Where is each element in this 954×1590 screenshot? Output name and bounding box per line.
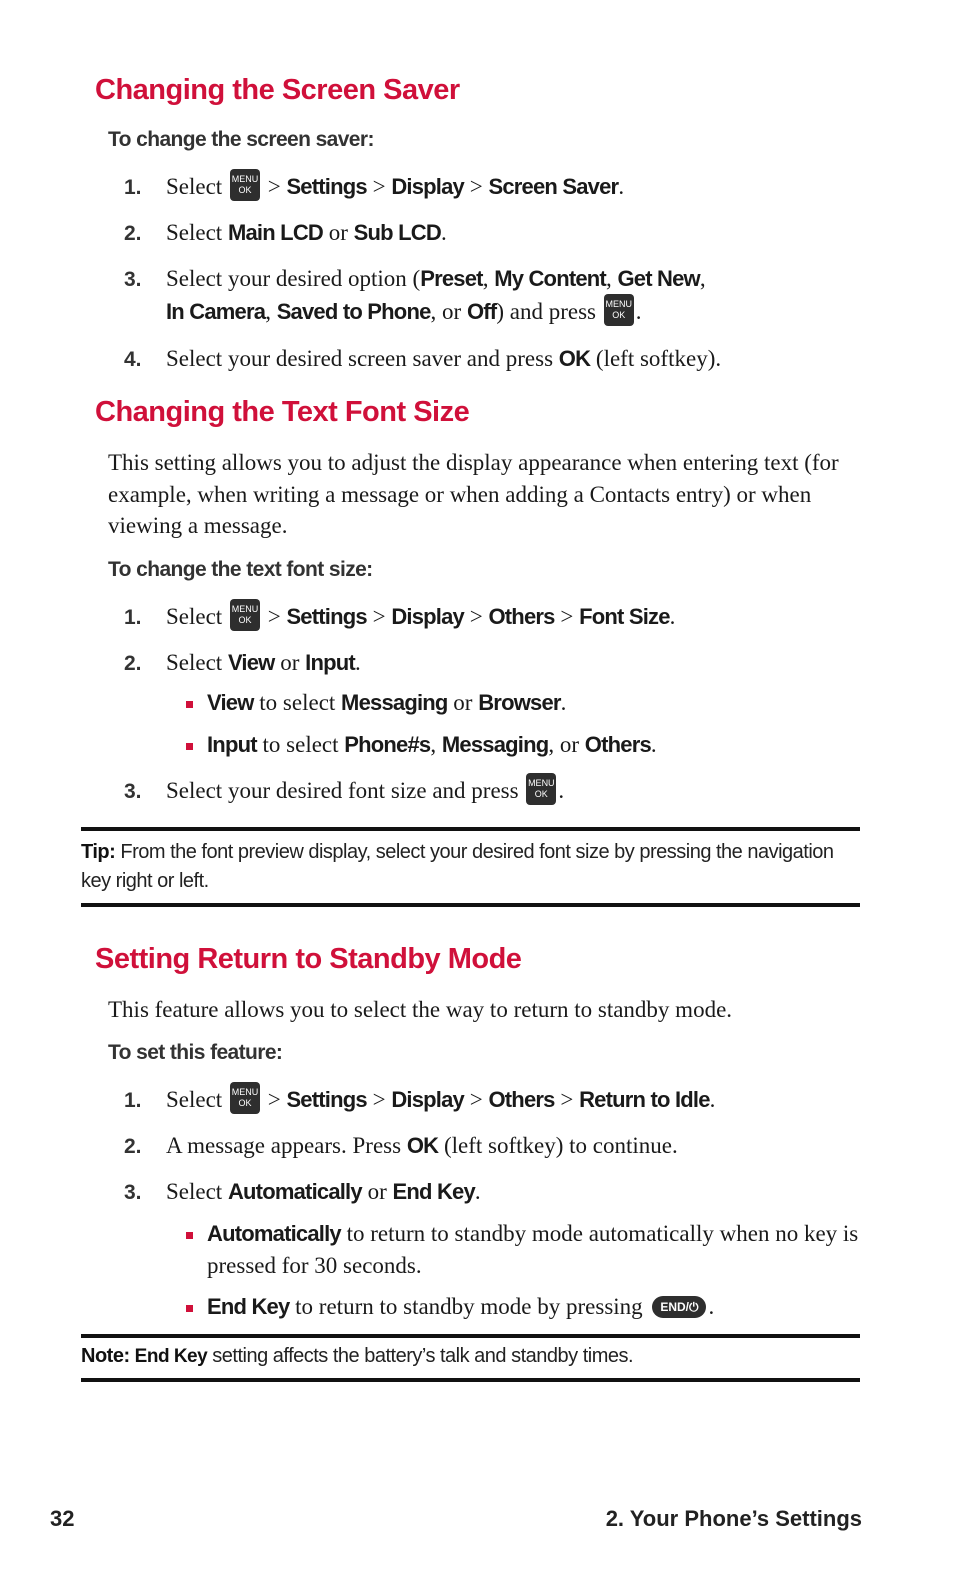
note-top-rule (81, 1334, 860, 1338)
step-text: Select MENU OK > Settings > Display > Others > Return to Idle. (166, 1083, 866, 1116)
menu-ok-key-icon: MENU OK (230, 599, 260, 631)
tip-top-rule (81, 827, 860, 831)
step-text: Select MENU OK > Settings > Display > Screen Saver. (166, 170, 866, 203)
step-text: Select MENU OK > Settings > Display > Others > Font Size. (166, 600, 866, 633)
step-text: A message appears. Press OK (left softkey) to continue. (166, 1133, 678, 1158)
separator: > (372, 174, 386, 199)
menu-option: Screen Saver (488, 174, 619, 199)
step-number: 1. (124, 176, 142, 199)
menu-option: Sub LCD (353, 220, 441, 245)
menu-ok-key-icon: MENU OK (604, 294, 634, 326)
menu-ok-key-icon: MENU OK (230, 169, 260, 201)
step-number: 3. (124, 1181, 142, 1204)
menu-option: Settings (286, 1087, 367, 1112)
step-number: 2. (124, 1135, 142, 1158)
menu-option: Display (391, 1087, 464, 1112)
menu-option: Off (466, 299, 497, 324)
bullet-marker (186, 701, 193, 708)
subheading-screen-saver: To change the screen saver: (108, 128, 374, 151)
heading-screen-saver: Changing the Screen Saver (95, 74, 460, 106)
bullet-marker (186, 1232, 193, 1239)
menu-option: Automatically (227, 1179, 362, 1204)
menu-option: Return to Idle (579, 1087, 710, 1112)
note-bottom-rule (81, 1378, 860, 1382)
bullet-marker (186, 743, 193, 750)
separator: > (267, 174, 281, 199)
softkey-label: OK (558, 346, 591, 371)
bullet-text: View to select Messaging or Browser. (207, 690, 567, 715)
menu-option: Display (391, 174, 464, 199)
step-text: Select Main LCD or Sub LCD. (166, 220, 447, 245)
step-text: Select Automatically or End Key. (166, 1179, 481, 1204)
step-text: Select your desired screen saver and press OK (left softkey). (166, 346, 722, 371)
step-number: 2. (124, 652, 142, 675)
menu-option: Display (391, 604, 464, 629)
step-number: 1. (124, 606, 142, 629)
note-text: Note: End Key setting affects the battery’s talk and standby times. (81, 1345, 634, 1367)
menu-option: My Content (494, 266, 606, 291)
end-power-key-icon: END/⏻ (652, 1296, 706, 1318)
menu-option: Settings (286, 174, 367, 199)
menu-option: Others (488, 1087, 555, 1112)
tip-bottom-rule (81, 903, 860, 907)
bullet-text: End Key to return to standby mode by pressing END/⏻ . (207, 1294, 715, 1319)
step-number: 3. (124, 268, 142, 291)
tip-text: Tip: From the font preview display, select your desired font size by pressing the navigation key right or left. (81, 841, 834, 892)
bullet-marker (186, 1305, 193, 1312)
step-number: 3. (124, 780, 142, 803)
menu-option: Others (488, 604, 555, 629)
step-text: Select your desired font size and press MENU OK . (166, 774, 866, 807)
menu-option: Main LCD (227, 220, 323, 245)
note-label: Note: (81, 1345, 130, 1367)
step-text: Select View or Input. (166, 650, 361, 675)
step-number: 1. (124, 1089, 142, 1112)
menu-option: Saved to Phone (276, 299, 431, 324)
menu-option: Input (305, 650, 355, 675)
menu-option: Settings (286, 604, 367, 629)
separator: > (469, 174, 483, 199)
bullet-text: Automatically to return to standby mode automatically when no key is pressed for 30 seconds. (207, 1221, 859, 1278)
bullet-text: Input to select Phone#s, Messaging, or Others. (207, 732, 657, 757)
step-number: 4. (124, 348, 142, 371)
tip-label: Tip: (81, 841, 116, 863)
paragraph-standby: This feature allows you to select the way to return to standby mode. (108, 997, 733, 1022)
softkey-label: OK (406, 1133, 439, 1158)
menu-option: In Camera (166, 299, 266, 324)
step-word: Select (166, 174, 223, 199)
menu-ok-key-icon: MENU OK (230, 1082, 260, 1114)
heading-text-font-size: Changing the Text Font Size (95, 396, 470, 428)
menu-ok-key-icon: MENU OK (526, 773, 556, 805)
step-text: Select your desired option (Preset, My Content, Get New, In Camera, Saved to Phone, or Off) and press MENU OK . (166, 266, 706, 324)
menu-option: Preset (420, 266, 483, 291)
paragraph-font-size: This setting allows you to adjust the display appearance when entering text (for example, when writing a message or when adding a Contacts entry) or when viewing a message. (108, 450, 839, 538)
menu-option: View (227, 650, 275, 675)
note-key: End Key (134, 1346, 208, 1367)
menu-option: End Key (392, 1179, 475, 1204)
heading-standby-mode: Setting Return to Standby Mode (95, 943, 522, 975)
step-number: 2. (124, 222, 142, 245)
subheading-font-size: To change the text font size: (108, 558, 373, 581)
page-number: 32 (50, 1506, 75, 1531)
menu-option: Get New (617, 266, 700, 291)
menu-option: Font Size (579, 604, 670, 629)
chapter-title: 2. Your Phone’s Settings (605, 1506, 862, 1531)
subheading-standby: To set this feature: (108, 1041, 283, 1064)
